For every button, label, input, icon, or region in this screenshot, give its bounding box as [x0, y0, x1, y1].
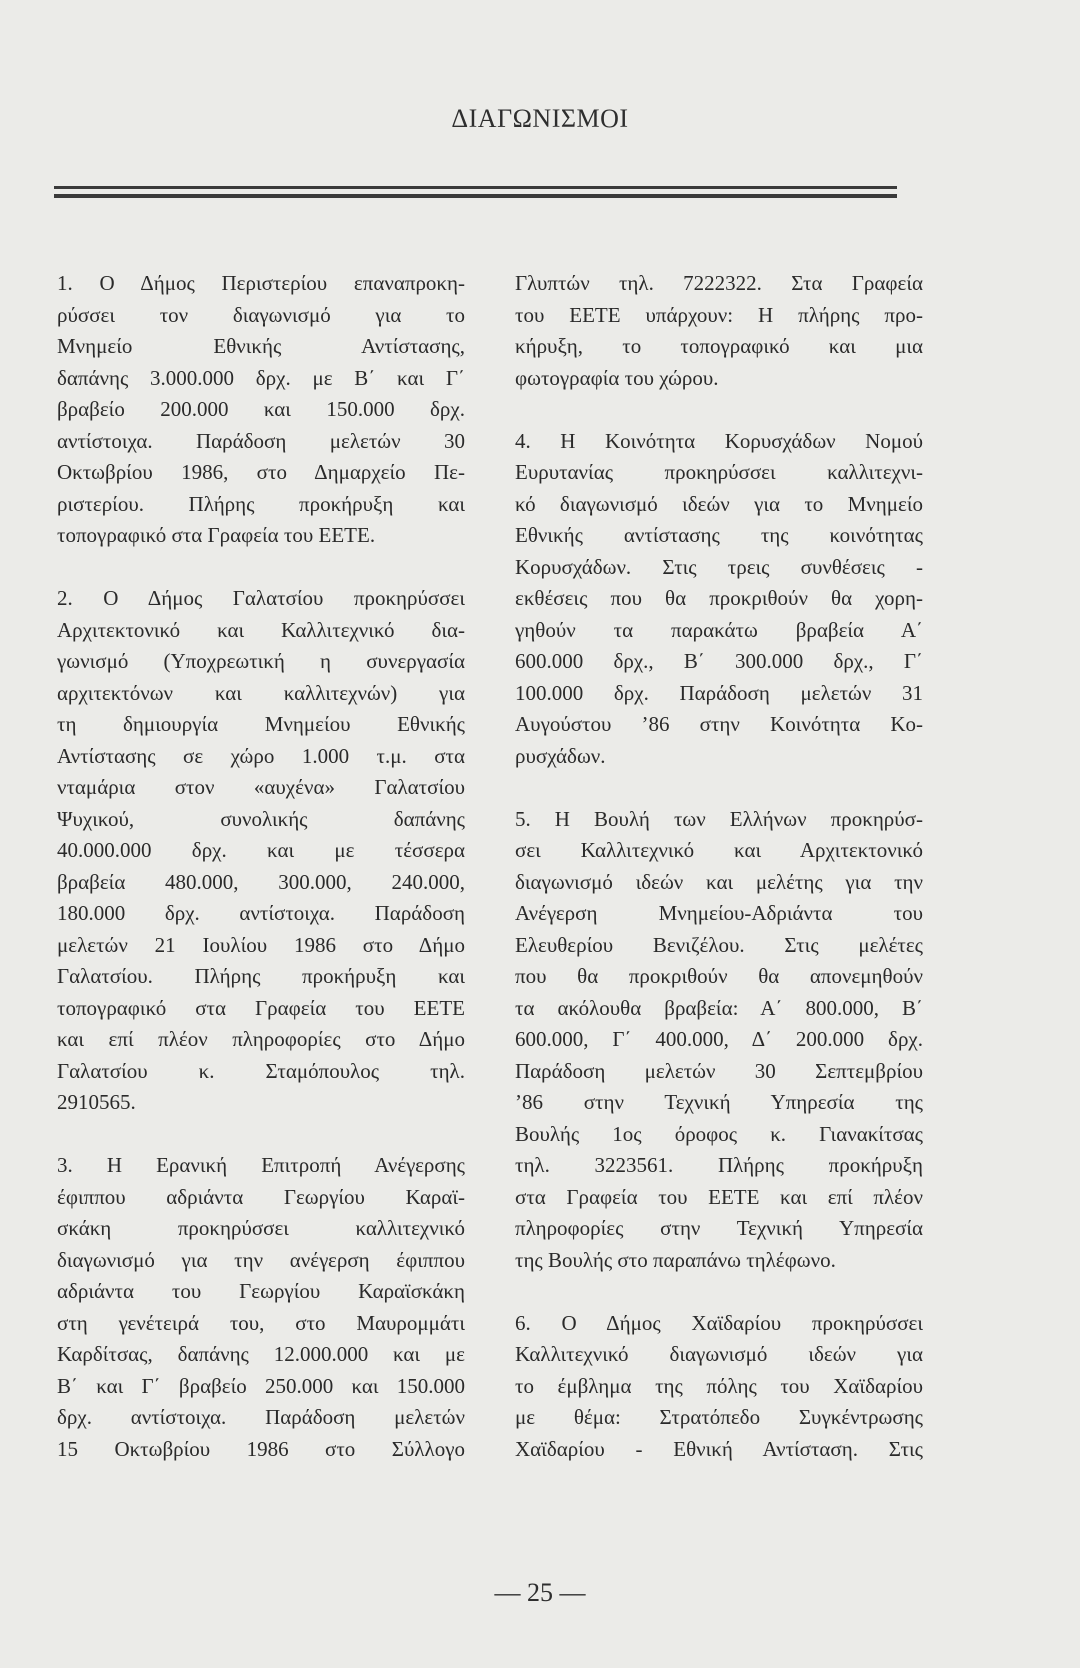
text-line: 1. Ο Δήμος Περιστερίου επαναπροκη- [57, 271, 465, 295]
header-rule-top [54, 186, 897, 189]
text-line: εκθέσεις που θα προκριθούν θα χορη- [515, 586, 923, 610]
text-line: τοπογραφικό στα Γραφεία του ΕΕΤΕ. [57, 523, 376, 547]
text-line: Γαλατσίου. Πλήρης προκήρυξη και [57, 964, 465, 988]
page-title: ΔΙΑΓΩΝΙΣΜΟΙ [451, 104, 629, 133]
text-line: Παράδοση μελετών 30 Σεπτεμβρίου [515, 1058, 923, 1083]
text-line: 600.000 δρχ., Β΄ 300.000 δρχ., Γ΄ [515, 649, 923, 673]
text-line: ρυσχάδων. [515, 743, 606, 768]
text-line: 100.000 δρχ. Παράδοση μελετών 31 [515, 680, 923, 705]
text-line: Μνημείο Εθνικής Αντίστασης, [57, 334, 465, 358]
text-line: 600.000, Γ΄ 400.000, Δ΄ 200.000 δρχ. [515, 1027, 923, 1051]
text-line: του ΕΕΤΕ υπάρχουν: Η πλήρης προ- [515, 302, 923, 327]
text-line: κήρυξη, το τοπογραφικό και μια [515, 334, 923, 358]
text-line: 6. Ο Δήμος Χαϊδαρίου προκηρύσσει [515, 1310, 923, 1335]
text-line: Ελευθερίου Βενιζέλου. Στις μελέτες [515, 932, 923, 957]
text-line: μελετών 21 Ιουλίου 1986 στο Δήμο [57, 932, 465, 957]
text-line: κό διαγωνισμό ιδεών για το Μνημείο [515, 491, 923, 516]
text-line: που θα προκριθούν θα απονεμηθούν [515, 964, 923, 988]
text-line: Ανέγερση Μνημείου-Αδριάντα του [515, 901, 923, 925]
text-line: 2910565. [57, 1090, 136, 1114]
paragraph-5 [515, 804, 923, 1277]
text-line: βραβεία 480.000, 300.000, 240.000, [57, 869, 465, 894]
text-line: Β΄ και Γ΄ βραβείο 250.000 και 150.000 [57, 1373, 465, 1398]
text-line: Καλλιτεχνικό διαγωνισμό ιδεών για [515, 1342, 923, 1366]
paragraph-3 [57, 1150, 465, 1465]
text-line: στα Γραφεία του ΕΕΤΕ και επί πλέον [515, 1184, 923, 1209]
text-line: 15 Οκτωβρίου 1986 στο Σύλλογο [57, 1436, 465, 1461]
paragraph-4 [515, 426, 923, 773]
right-column [515, 268, 923, 1465]
text-line: Οκτωβρίου 1986, στο Δημαρχείο Πε- [57, 460, 465, 484]
text-line: ρύσσει τον διαγωνισμό για το [57, 302, 465, 327]
text-line: Αρχιτεκτονικό και Καλλιτεχνικό δια- [57, 617, 465, 642]
text-line: αρχιτεκτόνων και καλλιτεχνών) για [57, 680, 465, 705]
text-line: Ψυχικού, συνολικής δαπάνης [57, 806, 465, 831]
text-line: τα ακόλουθα βραβεία: Α΄ 800.000, Β΄ [515, 995, 923, 1020]
text-line: φωτογραφία του χώρου. [515, 365, 719, 390]
text-line: τη δημιουργία Μνημείου Εθνικής [57, 712, 465, 736]
text-line: 2. Ο Δήμος Γαλατσίου προκηρύσσει [57, 586, 465, 610]
text-line: σει Καλλιτεχνικό και Αρχιτεκτονικό [515, 838, 923, 862]
text-line: Κορυσχάδων. Στις τρεις συνθέσεις - [515, 554, 923, 579]
text-line: ’86 στην Τεχνική Υπηρεσία της [515, 1090, 923, 1114]
left-column [57, 268, 465, 1465]
text-line: 40.000.000 δρχ. και με τέσσερα [57, 838, 465, 862]
text-line: αντίστοιχα. Παράδοση μελετών 30 [57, 428, 465, 453]
text-line: γηθούν τα παρακάτω βραβεία Α΄ [515, 617, 923, 642]
paragraph-1 [57, 268, 465, 552]
text-line: έφιππου αδριάντα Γεωργίου Καραϊ- [57, 1184, 465, 1209]
text-line: και επί πλέον πληροφορίες στο Δήμο [57, 1027, 465, 1051]
paragraph-2 [57, 583, 465, 1119]
text-line: Γλυπτών τηλ. 7222322. Στα Γραφεία [515, 271, 923, 295]
text-line: τοπογραφικό στα Γραφεία του ΕΕΤΕ [57, 995, 465, 1020]
text-line: ριστερίου. Πλήρης προκήρυξη και [57, 491, 465, 516]
text-line: δαπάνης 3.000.000 δρχ. με Β΄ και Γ΄ [57, 365, 465, 390]
paragraph-3-continued [515, 268, 923, 394]
text-line: διαγωνισμό ιδεών και μελέτης για την [515, 869, 923, 894]
text-line: γωνισμό (Υποχρεωτική η συνεργασία [57, 649, 465, 673]
text-line: Αυγούστου ’86 στην Κοινότητα Κο- [515, 712, 923, 736]
text-line: Χαϊδαρίου - Εθνική Αντίσταση. Στις [515, 1436, 923, 1461]
text-line: με θέμα: Στρατόπεδο Συγκέντρωσης [515, 1405, 923, 1429]
text-line: το έμβλημα της πόλης του Χαϊδαρίου [515, 1373, 923, 1398]
text-line: Αντίστασης σε χώρο 1.000 τ.μ. στα [57, 743, 465, 768]
text-line: πληροφορίες στην Τεχνική Υπηρεσία [515, 1216, 923, 1240]
text-line: σκάκη προκηρύσσει καλλιτεχνικό [57, 1216, 465, 1240]
text-line: της Βουλής στο παραπάνω τηλέφωνο. [515, 1247, 836, 1272]
text-line: 3. Η Ερανική Επιτροπή Ανέγερσης [57, 1153, 465, 1177]
text-line: αδριάντα του Γεωργίου Καραϊσκάκη [57, 1279, 465, 1303]
text-line: δρχ. αντίστοιχα. Παράδοση μελετών [57, 1405, 465, 1429]
text-line: Γαλατσίου κ. Σταμόπουλος τηλ. [57, 1058, 465, 1083]
text-line: Καρδίτσας, δαπάνης 12.000.000 και με [57, 1342, 465, 1366]
text-line: διαγωνισμό για την ανέγερση έφιππου [57, 1247, 465, 1272]
text-line: βραβείο 200.000 και 150.000 δρχ. [57, 397, 465, 421]
paragraph-6 [515, 1308, 923, 1466]
page-number: — 25 — [494, 1578, 586, 1607]
text-line: Ευρυτανίας προκηρύσσει καλλιτεχνι- [515, 460, 923, 484]
text-line: στη γενέτειρά του, στο Μαυρομμάτι [57, 1310, 465, 1335]
text-line: 4. Η Κοινότητα Κορυσχάδων Νομού [515, 428, 923, 453]
text-line: νταμάρια στον «αυχένα» Γαλατσίου [57, 775, 465, 799]
text-line: 5. Η Βουλή των Ελλήνων προκηρύσ- [515, 806, 923, 831]
text-line: 180.000 δρχ. αντίστοιχα. Παράδοση [57, 901, 465, 925]
text-line: Βουλής 1ος όροφος κ. Γιανακίτσας [515, 1121, 923, 1146]
text-line: Εθνικής αντίστασης της κοινότητας [515, 523, 923, 547]
header-rule-bottom [54, 194, 897, 198]
text-line: τηλ. 3223561. Πλήρης προκήρυξη [515, 1153, 923, 1177]
